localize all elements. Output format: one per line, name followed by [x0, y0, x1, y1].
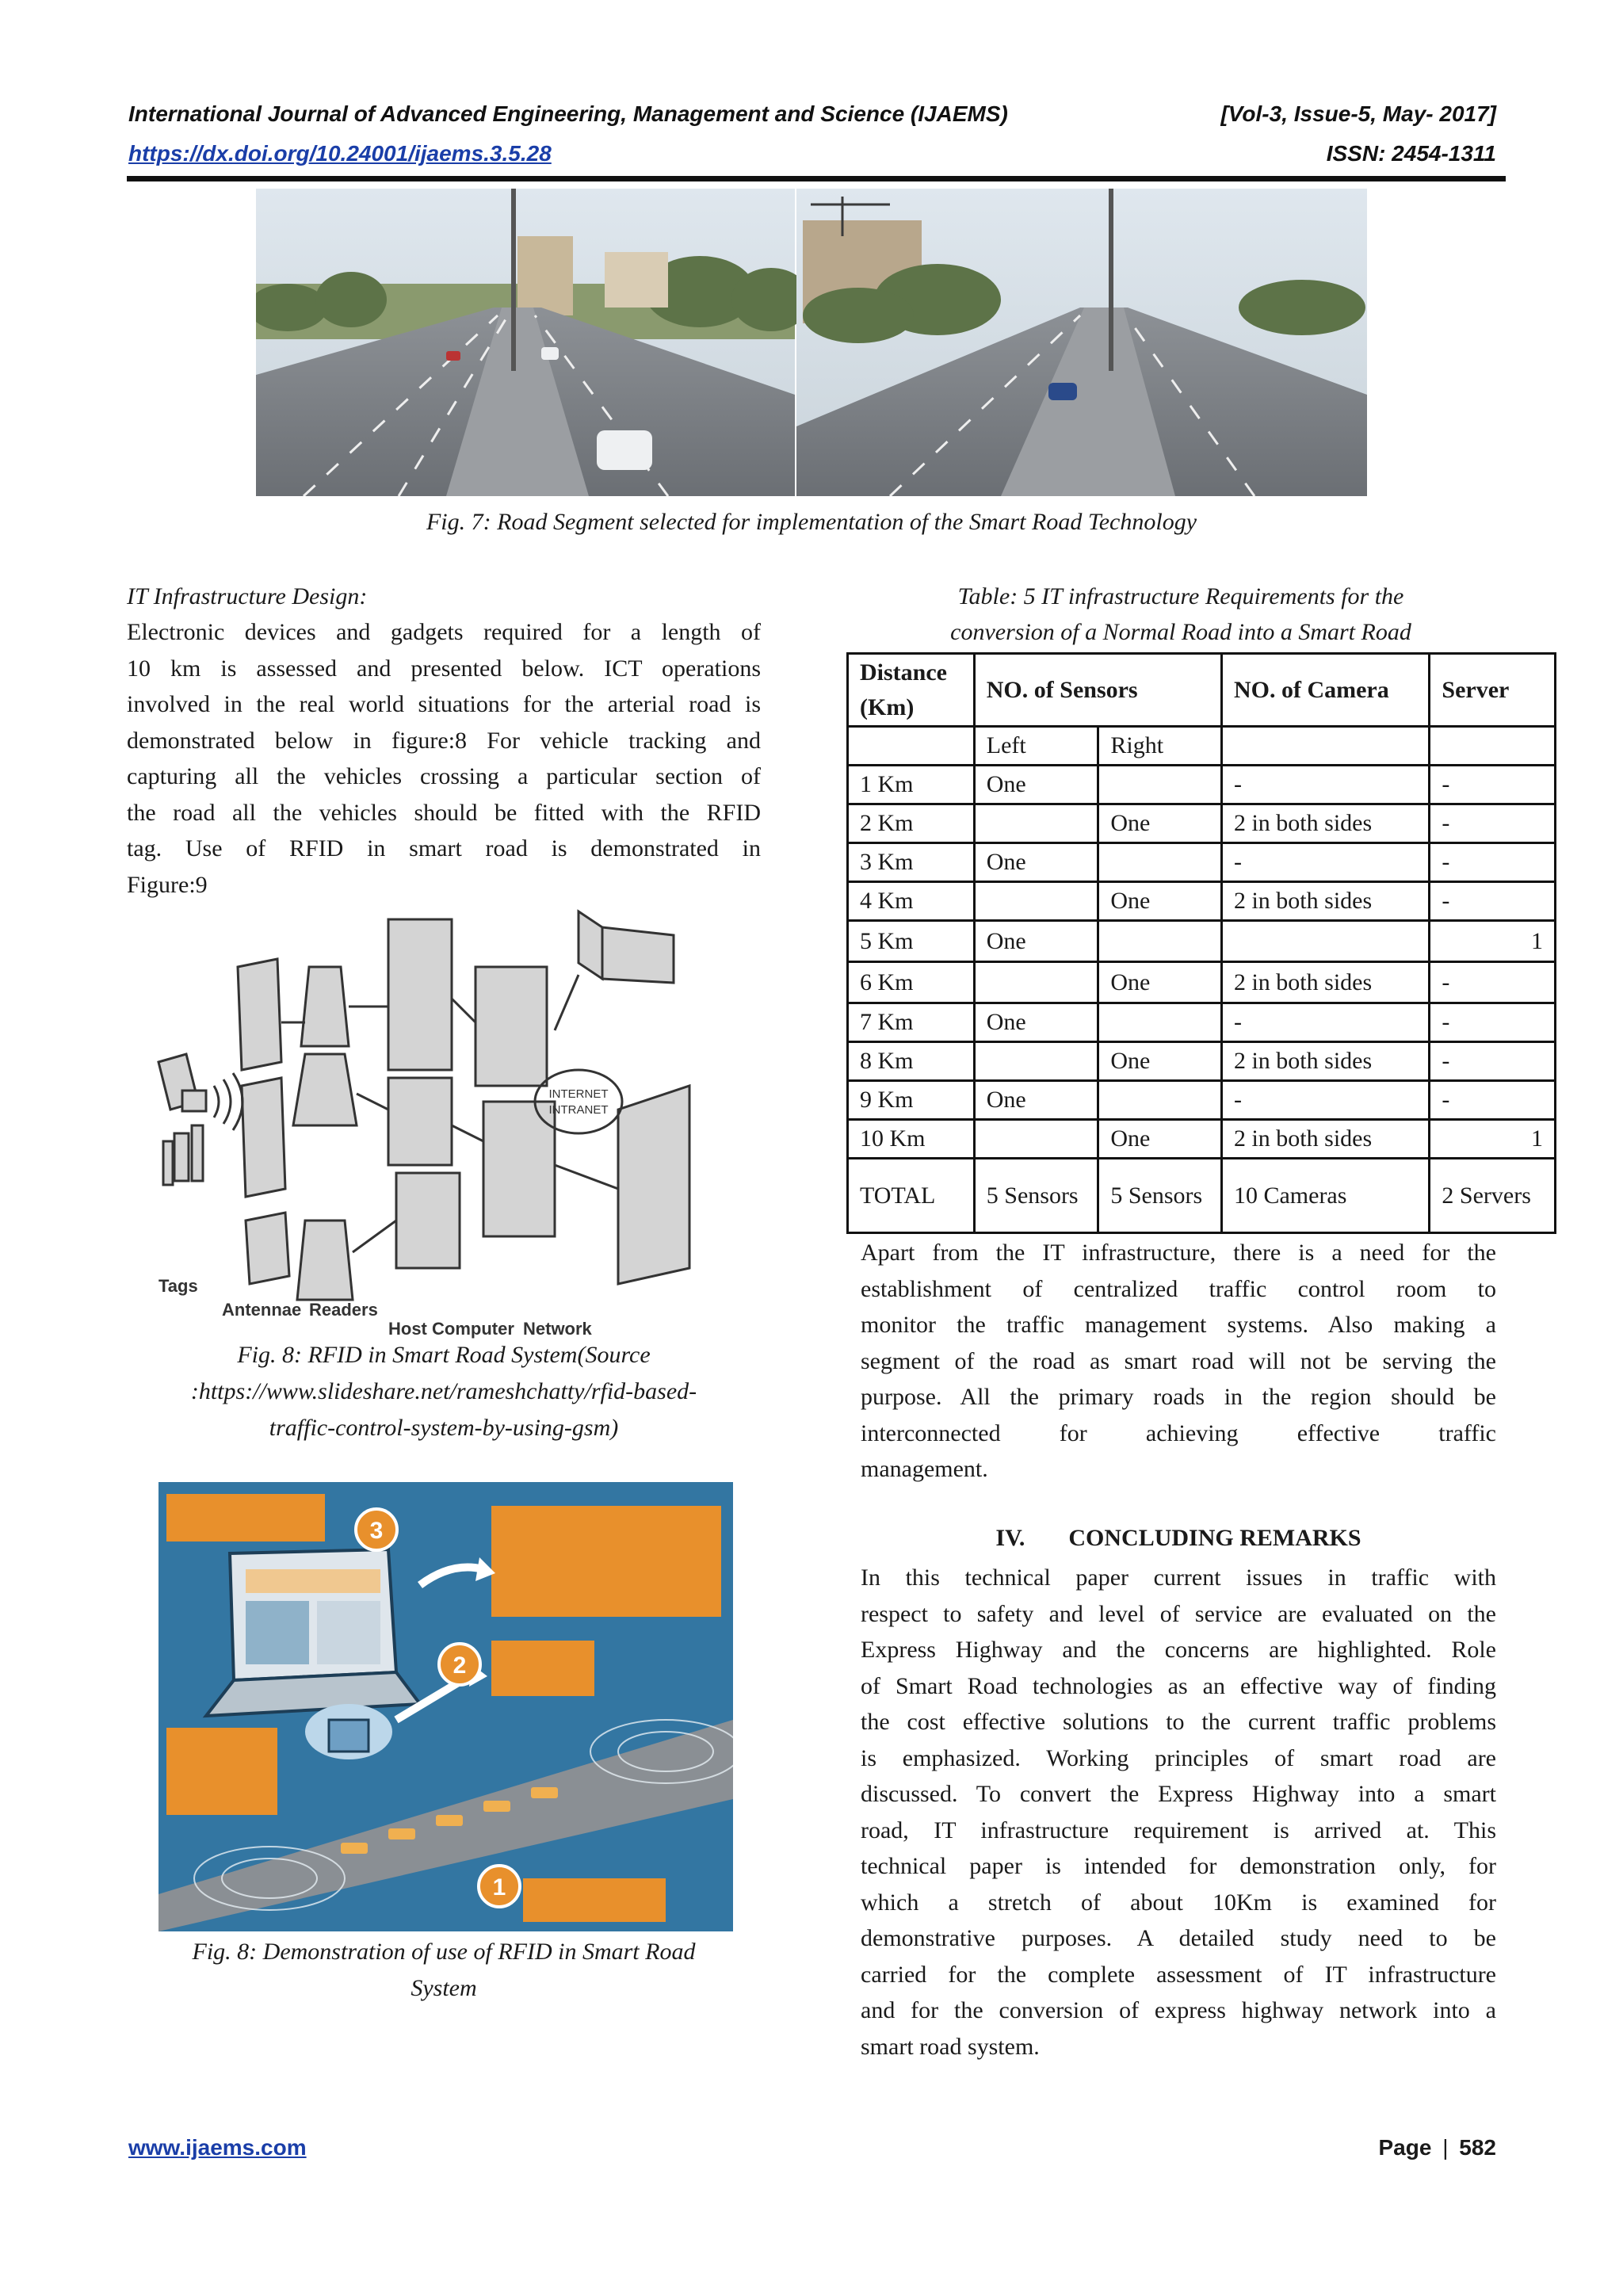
table-cell: 2 Km: [848, 804, 975, 843]
table-cell: -: [1221, 1081, 1429, 1120]
step-1-label: 1: [492, 1874, 506, 1901]
table-cell: [974, 962, 1098, 1003]
rfid-demo-illustration: [158, 1482, 733, 1931]
diagram-label-antennae: Antennae: [222, 1300, 302, 1320]
road-photo-illustration: [256, 189, 1367, 496]
text-line: is emphasized. Working principles of smart road are: [861, 1744, 1496, 1771]
caption-line: System: [411, 1975, 477, 2001]
table-cell: One: [974, 843, 1098, 882]
table-cell: [1098, 921, 1222, 962]
diagram-label-host-computer: Host Computer: [388, 1319, 514, 1339]
caption-line: Fig. 8: RFID in Smart Road System(Source: [237, 1342, 651, 1368]
subheader-left: Left: [974, 727, 1098, 766]
header-rule: [127, 176, 1506, 181]
section-heading-concluding: [861, 1525, 1496, 1552]
table-cell: 1 Km: [848, 766, 975, 804]
table-row: [848, 843, 1556, 882]
section-title: CONCLUDING REMARKS: [1068, 1525, 1361, 1551]
table-cell: 6 Km: [848, 962, 975, 1003]
table-cell: 3 Km: [848, 843, 975, 882]
table-cell: 10 Km: [848, 1120, 975, 1159]
table-cell: 2 in both sides: [1221, 1042, 1429, 1081]
table-cell: -: [1430, 843, 1556, 882]
table-cell: [974, 1042, 1098, 1081]
table-total-row: [848, 1159, 1556, 1233]
text-line: In this technical paper current issues in traffic with: [861, 1564, 1496, 1591]
table-cell: [1098, 1003, 1222, 1042]
table-cell: [1221, 921, 1429, 962]
table-row: [848, 1120, 1556, 1159]
left-paragraph: [127, 614, 761, 903]
text-line: establishment of centralized traffic control room to: [861, 1275, 1496, 1302]
text-line: technical paper is intended for demonstration only, for: [861, 1853, 1496, 1879]
page-separator: |: [1442, 2135, 1449, 2160]
table-cell: 2 in both sides: [1221, 804, 1429, 843]
fig7-caption: Fig. 7: Road Segment selected for implementation of the Smart Road Technology: [426, 509, 1197, 535]
diagram-label-internet: INTERNET: [548, 1087, 609, 1101]
table-cell: One: [974, 1003, 1098, 1042]
diagram-label-intranet: INTRANET: [548, 1103, 609, 1117]
table-cell: -: [1430, 882, 1556, 921]
text-line: Figure:9: [127, 871, 208, 898]
caption-line: conversion of a Normal Road into a Smart Road: [950, 619, 1411, 645]
text-line: road, IT infrastructure requirement is arrived at. This: [861, 1817, 1496, 1843]
total-cameras: 10 Cameras: [1221, 1159, 1429, 1233]
text-line: purpose. All the primary roads in the region should be: [861, 1384, 1496, 1410]
table-cell: -: [1430, 1081, 1556, 1120]
table-cell: [1430, 727, 1556, 766]
text-line: monitor the traffic management systems. Also making a: [861, 1312, 1496, 1338]
text-line: and for the conversion of express highway network into a: [861, 1997, 1496, 2023]
table-cell: [974, 882, 1098, 921]
table-row: [848, 962, 1556, 1003]
text-line: interconnected for achieving effective traffic: [861, 1419, 1496, 1446]
caption-line: traffic-control-system-by-using-gsm): [269, 1415, 619, 1441]
caption-line: Table: 5 IT infrastructure Requirements for the: [957, 583, 1404, 609]
diagram-label-tags: Tags: [158, 1276, 198, 1296]
text-line: 10 km is assessed and presented below. ICT operations: [127, 655, 761, 682]
table-cell: 2 in both sides: [1221, 962, 1429, 1003]
table-header-row: [848, 654, 1556, 727]
table-cell: 1: [1430, 921, 1556, 962]
total-left-sensors: 5 Sensors: [974, 1159, 1098, 1233]
text-line: demonstrative purposes. A detailed study need to be: [861, 1925, 1496, 1951]
table-cell: 4 Km: [848, 882, 975, 921]
table-cell: 7 Km: [848, 1003, 975, 1042]
table-cell: -: [1430, 1003, 1556, 1042]
diagram-label-readers: Readers: [309, 1300, 378, 1320]
table-cell: One: [1098, 882, 1222, 921]
table-subheader-row: [848, 727, 1556, 766]
rfid-demo-infographic: [158, 1482, 733, 1931]
text-line: management.: [861, 1456, 988, 1482]
table-caption: [848, 579, 1514, 650]
text-line: Electronic devices and gadgets required for a length of: [127, 619, 761, 645]
text-line: the road all the vehicles should be fitted with the RFID: [127, 799, 761, 826]
table-row: [848, 804, 1556, 843]
rfid-diagram-illustration: [151, 904, 705, 1339]
text-line: involved in the real world situations for the arterial road is: [127, 691, 761, 717]
text-line: carried for the complete assessment of IT infrastructure: [861, 1961, 1496, 1988]
journal-title: International Journal of Advanced Engineering, Management and Science (IJAEMS): [128, 101, 1008, 126]
fig8a-caption: [127, 1337, 761, 1446]
right-paragraph-1: [861, 1235, 1496, 1488]
table-cell: 2 in both sides: [1221, 1120, 1429, 1159]
text-line: of Smart Road technologies as an effective way of finding: [861, 1672, 1496, 1699]
table-cell: One: [1098, 1042, 1222, 1081]
right-paragraph-2: [861, 1560, 1496, 2065]
table-cell: 1: [1430, 1120, 1556, 1159]
fig8b-caption: [127, 1934, 761, 2007]
doi-link[interactable]: https://dx.doi.org/10.24001/ijaems.3.5.28: [128, 141, 552, 166]
table-cell: One: [974, 766, 1098, 804]
text-line: the cost effective solutions to the current traffic problems: [861, 1709, 1496, 1735]
issn: ISSN: 2454-1311: [1326, 141, 1496, 166]
page-number: 582: [1459, 2135, 1496, 2160]
volume-issue: [Vol-3, Issue-5, May- 2017]: [1220, 101, 1496, 126]
table-row: [848, 766, 1556, 804]
diagram-label-network: Network: [523, 1319, 592, 1339]
footer-site-link[interactable]: www.ijaems.com: [128, 2135, 307, 2160]
total-servers: 2 Servers: [1430, 1159, 1556, 1233]
table-cell: -: [1430, 962, 1556, 1003]
table-cell: -: [1221, 843, 1429, 882]
table-row: [848, 1003, 1556, 1042]
table-row: [848, 1042, 1556, 1081]
table-row: [848, 1081, 1556, 1120]
header-distance: Distance (Km): [848, 654, 975, 727]
table-cell: -: [1430, 766, 1556, 804]
table-cell: [1221, 727, 1429, 766]
footer-page-number: [1379, 2135, 1497, 2160]
table-cell: -: [1430, 1042, 1556, 1081]
text-line: smart road system.: [861, 2033, 1040, 2060]
total-label: TOTAL: [848, 1159, 975, 1233]
table-cell: 5 Km: [848, 921, 975, 962]
text-line: which a stretch of about 10Km is examined for: [861, 1889, 1496, 1916]
table-row: [848, 921, 1556, 962]
text-line: capturing all the vehicles crossing a particular section of: [127, 763, 761, 789]
header-server: Server: [1430, 654, 1556, 727]
caption-line: Fig. 8: Demonstration of use of RFID in Smart Road: [192, 1939, 696, 1965]
text-line: Apart from the IT infrastructure, there is a need for the: [861, 1240, 1496, 1266]
it-requirements-table: [846, 652, 1556, 1234]
section-number: IV.: [995, 1525, 1025, 1551]
subheader-right: Right: [1098, 727, 1222, 766]
step-3-label: 3: [369, 1518, 384, 1544]
header-sensors: NO. of Sensors: [974, 654, 1221, 727]
total-right-sensors: 5 Sensors: [1098, 1159, 1222, 1233]
section-heading-it-infrastructure: IT Infrastructure Design:: [127, 583, 368, 609]
table-cell: [974, 804, 1098, 843]
table-cell: One: [1098, 804, 1222, 843]
table-cell: [1098, 1081, 1222, 1120]
table-cell: 8 Km: [848, 1042, 975, 1081]
table-cell: One: [1098, 1120, 1222, 1159]
text-line: Express Highway and the concerns are highlighted. Role: [861, 1637, 1496, 1663]
text-line: segment of the road as smart road will not be serving the: [861, 1347, 1496, 1374]
step-2-label: 2: [453, 1652, 467, 1679]
page-label: Page: [1378, 2135, 1432, 2160]
caption-line: :https://www.slideshare.net/rameshchatty/rfid-based-: [190, 1378, 697, 1404]
table-cell: [1098, 843, 1222, 882]
text-line: demonstrated below in figure:8 For vehicle tracking and: [127, 727, 761, 754]
table-cell: One: [974, 1081, 1098, 1120]
table-cell: -: [1221, 766, 1429, 804]
text-line: discussed. To convert the Express Highway into a smart: [861, 1781, 1496, 1807]
table-cell: -: [1221, 1003, 1429, 1042]
table-cell: One: [1098, 962, 1222, 1003]
rfid-diagram: [151, 904, 705, 1339]
road-photo: [256, 189, 1367, 496]
table-cell: [848, 727, 975, 766]
table-row: [848, 882, 1556, 921]
table-cell: 9 Km: [848, 1081, 975, 1120]
table-cell: [974, 1120, 1098, 1159]
table-cell: One: [974, 921, 1098, 962]
table-cell: -: [1430, 804, 1556, 843]
text-line: tag. Use of RFID in smart road is demonstrated in: [127, 835, 761, 861]
table-cell: 2 in both sides: [1221, 882, 1429, 921]
text-line: respect to safety and level of service are evaluated on the: [861, 1600, 1496, 1627]
table-cell: [1098, 766, 1222, 804]
header-camera: NO. of Camera: [1221, 654, 1429, 727]
